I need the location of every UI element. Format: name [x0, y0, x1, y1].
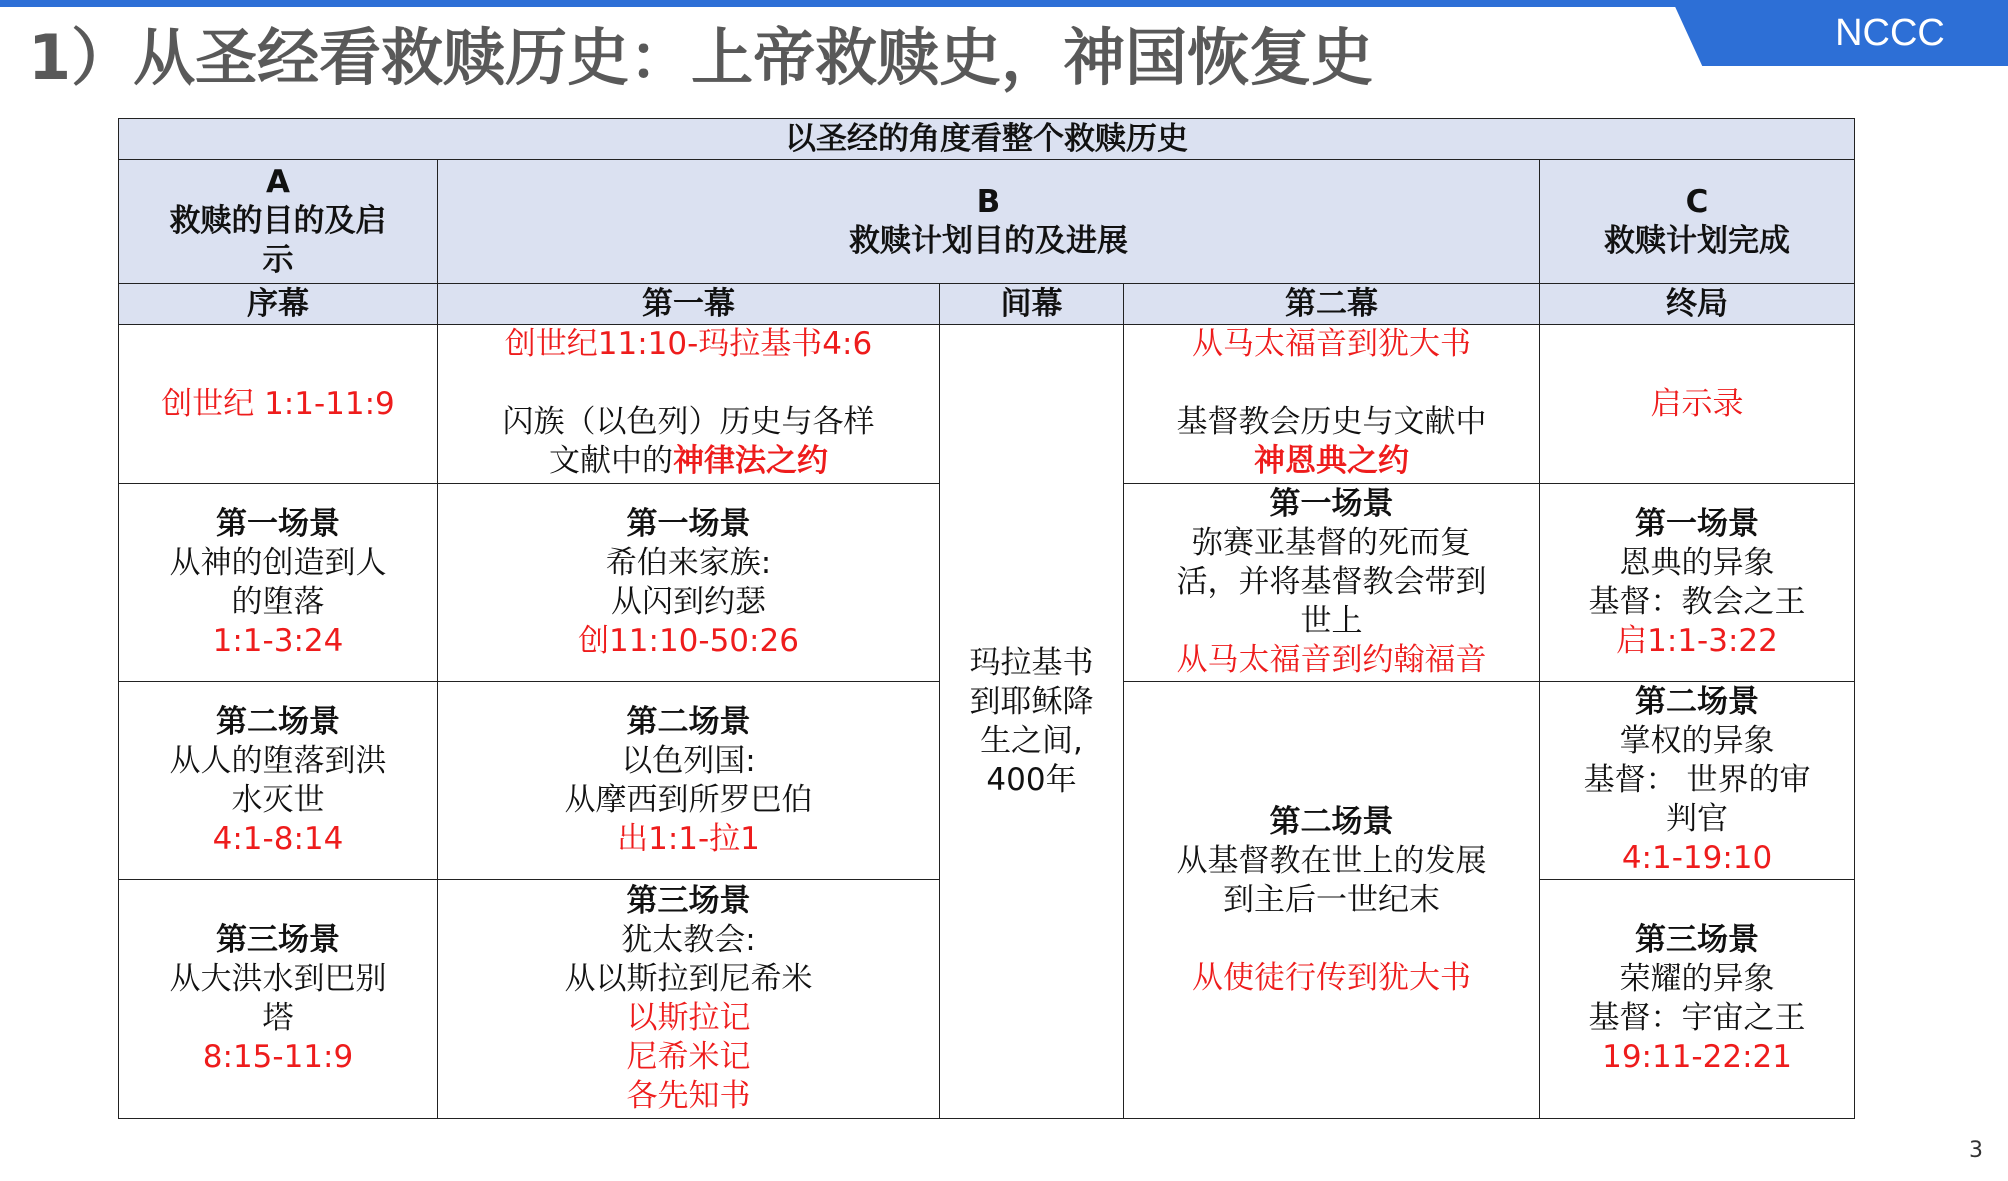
scene-title: 第三场景: [626, 883, 751, 919]
scene-line2: 的堕落: [231, 583, 325, 620]
scene-reference: 从马太福音到约翰福音: [1176, 642, 1487, 678]
scene-line1: 掌权的异象: [1619, 723, 1775, 759]
brand-label: NCCC: [1835, 12, 1945, 54]
interlude-line2: 到耶稣降: [969, 683, 1094, 720]
column-header-act2: 第二幕: [1124, 284, 1540, 325]
column-header-act1: 第一幕: [438, 284, 940, 325]
act2-description-line1: 基督教会历史与文献中: [1176, 404, 1487, 440]
law-covenant-emphasis: 神律法之约: [673, 443, 828, 479]
scene-line1: 希伯来家族:: [605, 544, 772, 581]
scene-title: 第一场景: [216, 505, 340, 542]
scene-line1: 从人的堕落到洪: [169, 742, 387, 779]
scene-line1: 以色列国:: [621, 742, 756, 779]
scene-reference: 1:1-3:24: [212, 622, 344, 659]
act1-reference: 创世纪11:10-玛拉基书4:6: [504, 326, 873, 362]
scene-reference: 8:15-11:9: [202, 1039, 354, 1075]
group-a-label-line2: 示: [262, 242, 294, 278]
scene-reference-1: 以斯拉记: [626, 1000, 751, 1036]
scene-line1: 从神的创造到人: [169, 544, 387, 581]
scene-line2: 活，并将基督教会带到: [1176, 564, 1487, 600]
finale-overview: [1540, 325, 1855, 484]
act2-scene-2: [1124, 682, 1540, 1119]
scene-reference: 4:1-19:10: [1621, 840, 1773, 876]
scene-reference: 从使徒行传到犹大书: [1192, 959, 1471, 996]
group-c-header: [1540, 160, 1855, 284]
scene-line2: 从摩西到所罗巴伯: [564, 781, 813, 818]
scene-title: 第三场景: [216, 922, 340, 958]
group-a-header: [119, 160, 438, 284]
scene-line1: 恩典的异象: [1619, 544, 1775, 581]
group-a-label-line1: 救赎的目的及启: [169, 203, 387, 239]
prologue-overview: [119, 325, 438, 484]
group-c-letter: C: [1685, 183, 1709, 220]
finale-scene-1: [1540, 484, 1855, 682]
prologue-scene-1: [119, 484, 438, 682]
interlude-line1: 玛拉基书: [969, 644, 1094, 681]
redemption-history-table: [118, 118, 1855, 1119]
scene-line1: 弥赛亚基督的死而复: [1192, 525, 1471, 561]
scene-reference: 创11:10-50:26: [578, 622, 799, 659]
finale-reference: 启示录: [1650, 385, 1744, 422]
act2-reference: 从马太福音到犹大书: [1192, 326, 1471, 362]
scene-title: 第二场景: [1269, 803, 1394, 840]
act1-description-line1: 闪族（以色列）历史与各样: [502, 404, 875, 440]
group-c-label: 救赎计划完成: [1604, 222, 1791, 259]
act1-overview: [438, 325, 940, 484]
scene-line2: 塔: [262, 1000, 294, 1036]
scene-reference: 出1:1-拉1: [617, 820, 760, 857]
group-b-header: [438, 160, 1540, 284]
scene-title: 第二场景: [626, 703, 751, 740]
grace-covenant-emphasis: 神恩典之约: [1254, 443, 1409, 479]
slide-title: 1）从圣经看救赎历史：上帝救赎史，神国恢复史: [28, 21, 1374, 94]
act1-scene-1: [438, 484, 940, 682]
table-title: 以圣经的角度看整个救赎历史: [119, 119, 1855, 160]
prologue-reference: 创世纪 1:1-11:9: [161, 385, 395, 422]
scene-line1: 犹太教会:: [621, 922, 756, 958]
scene-reference: 19:11-22:21: [1602, 1039, 1792, 1075]
column-header-finale: 终局: [1540, 284, 1855, 325]
scene-line2: 到主后一世纪末: [1223, 881, 1440, 918]
scene-title: 第一场景: [626, 505, 751, 542]
scene-reference-2: 尼希米记: [626, 1039, 751, 1075]
scene-line2: 从以斯拉到尼希米: [564, 961, 813, 997]
interlude-line4: 400年: [986, 761, 1077, 798]
act1-scene-2: [438, 682, 940, 880]
act1-scene-3: [438, 880, 940, 1119]
act1-description-line2: 文献中的神律法之约: [549, 443, 828, 479]
scene-line3: 判官: [1666, 801, 1729, 837]
prologue-scene-2: [119, 682, 438, 880]
finale-scene-2: [1540, 682, 1855, 880]
scene-title: 第三场景: [1635, 922, 1760, 958]
scene-line2: 基督： 世界的审: [1583, 762, 1811, 798]
column-header-prologue: 序幕: [119, 284, 438, 325]
scene-reference: 4:1-8:14: [212, 820, 344, 857]
scene-line3: 世上: [1300, 603, 1363, 639]
scene-line2: 水灭世: [231, 781, 325, 818]
scene-reference: 启1:1-3:22: [1616, 622, 1778, 659]
interlude-cell: [940, 325, 1124, 1119]
scene-title: 第一场景: [1269, 486, 1394, 522]
scene-reference-3: 各先知书: [626, 1078, 751, 1114]
prologue-scene-3: [119, 880, 438, 1119]
scene-line2: 从闪到约瑟: [611, 583, 766, 620]
act2-overview: [1124, 325, 1540, 484]
scene-line1: 荣耀的异象: [1619, 961, 1775, 997]
scene-title: 第二场景: [1635, 684, 1760, 720]
interlude-line3: 生之间,: [980, 722, 1083, 759]
scene-line2: 基督：教会之王: [1588, 583, 1806, 620]
group-b-letter: B: [976, 183, 1001, 220]
scene-line1: 从基督教在世上的发展: [1176, 842, 1487, 879]
scene-title: 第二场景: [216, 703, 340, 740]
page-number: 3: [1969, 1138, 1983, 1163]
group-a-letter: A: [266, 164, 290, 200]
group-b-label: 救赎计划目的及进展: [849, 222, 1128, 259]
finale-scene-3: [1540, 880, 1855, 1119]
scene-line1: 从大洪水到巴别: [169, 961, 387, 997]
scene-line2: 基督：宇宙之王: [1588, 1000, 1806, 1036]
top-accent-line: [0, 0, 1700, 7]
act2-scene-1: [1124, 484, 1540, 682]
scene-title: 第一场景: [1635, 505, 1760, 542]
column-header-interlude: 间幕: [940, 284, 1124, 325]
